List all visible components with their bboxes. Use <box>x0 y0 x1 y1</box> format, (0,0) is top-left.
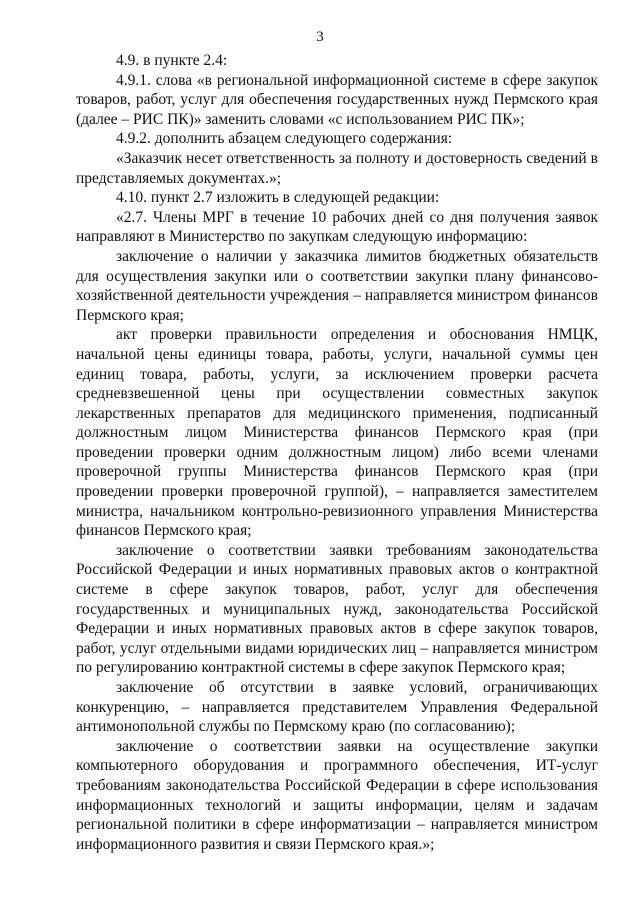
paragraph-it-procurement: заключение о соответствии заявки на осуществление закупки компьютерного оборудования и программного обеспечения, ИТ-услуг требованиям законодательства Российской Федерации в сфере использования информационных технологий и защиты информации, целям и задачам региональной политики в сфере информатизации – направляется министром информационного развития и связи Пермского края.»; <box>76 737 598 853</box>
paragraph-4-9: 4.9. в пункте 2.4: <box>116 52 228 69</box>
paragraph-legislation-compliance: заключение о соответствии заявки требованиям законодательства Российской Федерации и иных нормативных правовых актов о контрактной системе в сфере закупок товаров, работ, услуг для обеспечения государственных и муниципальных нужд, законодательства Российской Федерации и иных нормативных правовых актов в сфере закупок товаров, работ, услуг отдельными видами юридических лиц – направляется министром по регулированию контрактной системы в сфере закупок Пермского края; <box>76 541 598 677</box>
paragraph-competition-restriction: заключение об отсутствии в заявке условий, ограничивающих конкуренцию, – направляется представителем Управления Федеральной антимонопольной службы по Пермскому краю (по согласованию); <box>76 679 598 736</box>
paragraph-2-7: «2.7. Члены МРГ в течение 10 рабочих дней со дня получения заявок направляют в Министерство по закупкам следующую информацию: <box>76 208 598 246</box>
paragraph-budget-limits: заключение о наличии у заказчика лимитов бюджетных обязательств для осуществления закупки или о соответствии закупки плану финансово-хозяйственной деятельности учреждения – направляется министром финансов Пермского края; <box>76 247 598 324</box>
paragraph-4-10: 4.10. пункт 2.7 изложить в следующей редакции: <box>116 189 440 207</box>
page-number: 3 <box>316 29 324 45</box>
paragraph-4-9-2: 4.9.2. дополнить абзацем следующего содержания: <box>116 130 453 148</box>
document-body <box>76 51 598 854</box>
paragraph-4-9-1: 4.9.1. слова «в региональной информационной системе в сфере закупок товаров, работ, услуг для обеспечения государственных нужд Пермского края (далее – РИС ПК)» заменить словами «с использованием РИС ПК»; <box>76 71 598 128</box>
paragraph-customer-responsibility: «Заказчик несет ответственность за полноту и достоверность сведений в представляемых документах.»; <box>76 149 598 187</box>
paragraph-nmck-check-act: акт проверки правильности определения и обоснования НМЦК, начальной цены единицы товара, работы, услуги, начальной суммы цен единиц товара, работы, услуги, за исключением проверки расчета средневзвешенной цены при осуществлении совместных закупок лекарственных препаратов для медицинского применения, подписанный должностным лицом Министерства финансов Пермского края (при проведении проверки одним должностным лицом) либо всеми членами проверочной группы Министерства финансов Пермского края (при проведении проверки проверочной группой), – направляется заместителем министра, начальником контрольно-ревизионного управления Министерства финансов Пермского края; <box>76 326 598 540</box>
